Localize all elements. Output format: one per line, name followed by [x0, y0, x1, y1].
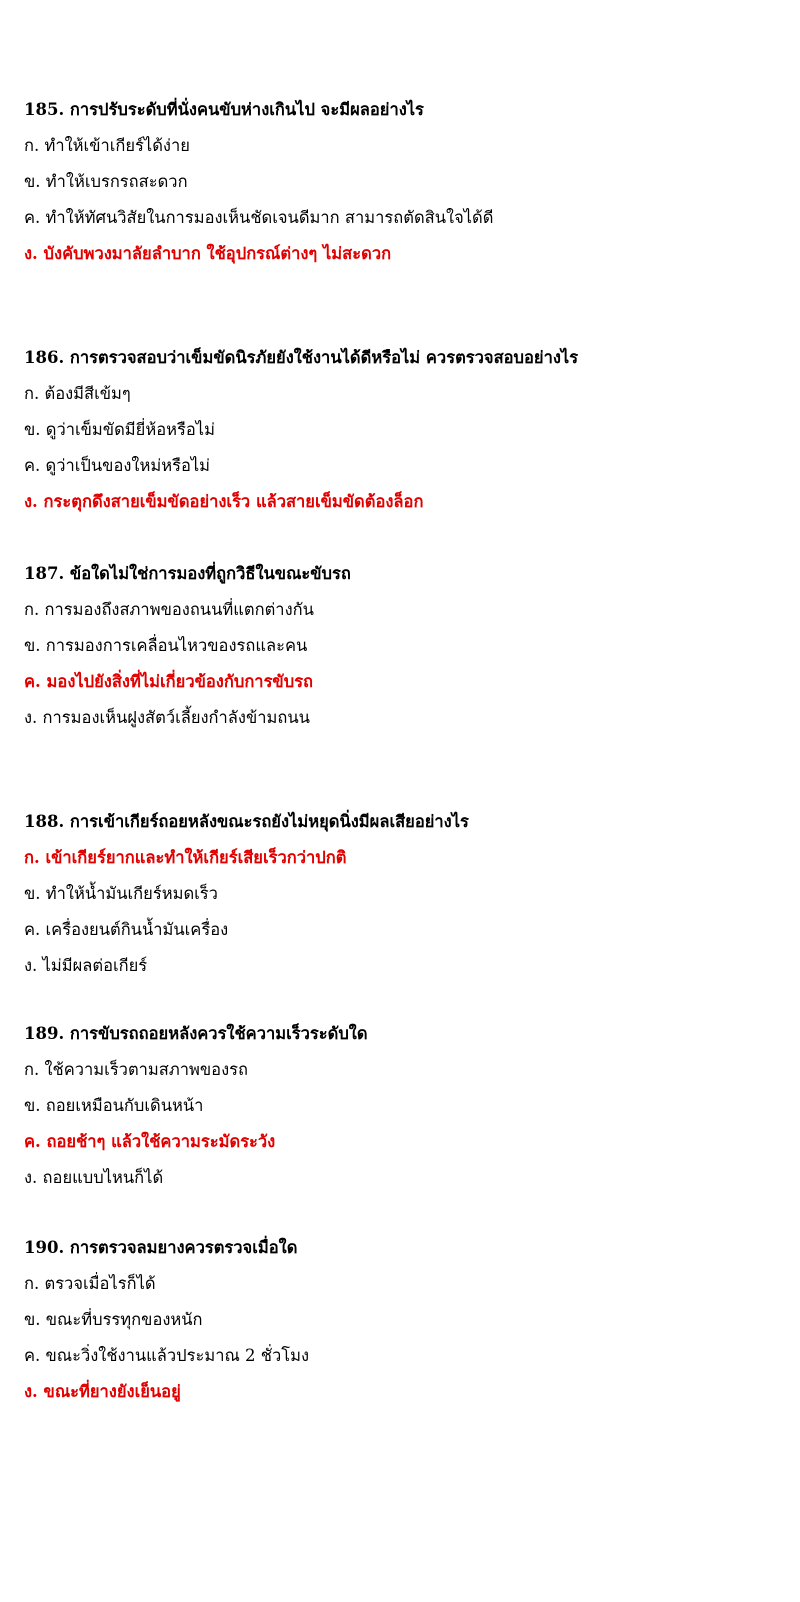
choice-a: ก. ต้องมีสีเข้มๆ — [24, 384, 131, 403]
question-190 — [24, 1230, 776, 1410]
choice-a: ก. ใช้ความเร็วตามสภาพของรถ — [24, 1060, 248, 1079]
question-text: 186. การตรวจสอบว่าเข็มขัดนิรภัยยังใช้งานได้ดีหรือไม่ ควรตรวจสอบอย่างไร — [24, 348, 579, 367]
question-text: 187. ข้อใดไม่ใช่การมองที่ถูกวิธีในขณะขับรถ — [24, 564, 351, 583]
choice-c-correct-answer: ค. มองไปยังสิ่งที่ไม่เกี่ยวข้องกับการขับรถ — [24, 672, 314, 691]
choice-d: ง. ไม่มีผลต่อเกียร์ — [24, 956, 148, 975]
question-189 — [24, 1016, 776, 1196]
choice-b: ข. การมองการเคลื่อนไหวของรถและคน — [24, 636, 308, 655]
choice-b: ข. ถอยเหมือนกับเดินหน้า — [24, 1096, 204, 1115]
choice-a: ก. ทำให้เข้าเกียร์ได้ง่าย — [24, 136, 190, 155]
choice-b: ข. ทำให้น้ำมันเกียร์หมดเร็ว — [24, 884, 218, 903]
choice-b: ข. ทำให้เบรกรถสะดวก — [24, 172, 188, 191]
question-text: 185. การปรับระดับที่นั่งคนขับห่างเกินไป จะมีผลอย่างไร — [24, 100, 424, 119]
question-text: 190. การตรวจลมยางควรตรวจเมื่อใด — [24, 1238, 298, 1257]
question-text: 188. การเข้าเกียร์ถอยหลังขณะรถยังไม่หยุดนิ่งมีผลเสียอย่างไร — [24, 812, 469, 831]
choice-a: ก. ตรวจเมื่อไรก็ได้ — [24, 1274, 156, 1293]
choice-a-correct-answer: ก. เข้าเกียร์ยากและทำให้เกียร์เสียเร็วกว่าปกติ — [24, 848, 347, 867]
question-186 — [24, 340, 776, 520]
choice-d: ง. การมองเห็นฝูงสัตว์เลี้ยงกำลังข้ามถนน — [24, 708, 310, 727]
choice-c: ค. ดูว่าเป็นของใหม่หรือไม่ — [24, 456, 211, 475]
choice-c: ค. เครื่องยนต์กินน้ำมันเครื่อง — [24, 920, 229, 939]
choice-c-correct-answer: ค. ถอยช้าๆ แล้วใช้ความระมัดระวัง — [24, 1132, 276, 1151]
question-187 — [24, 556, 776, 736]
question-text: 189. การขับรถถอยหลังควรใช้ความเร็วระดับใด — [24, 1024, 368, 1043]
question-188 — [24, 804, 776, 984]
choice-b: ข. ขณะที่บรรทุกของหนัก — [24, 1310, 203, 1329]
choice-c: ค. ทำให้ทัศนวิสัยในการมองเห็นชัดเจนดีมาก สามารถตัดสินใจได้ดี — [24, 208, 494, 227]
choice-c: ค. ขณะวิ่งใช้งานแล้วประมาณ 2 ชั่วโมง — [24, 1346, 310, 1365]
choice-d: ง. ถอยแบบไหนก็ได้ — [24, 1168, 164, 1187]
choice-d-correct-answer: ง. กระตุกดึงสายเข็มขัดอย่างเร็ว แล้วสายเข็มขัดต้องล็อก — [24, 492, 424, 511]
choice-d-correct-answer: ง. ขณะที่ยางยังเย็นอยู่ — [24, 1382, 181, 1401]
choice-b: ข. ดูว่าเข็มขัดมียี่ห้อหรือไม่ — [24, 420, 215, 439]
choice-d-correct-answer: ง. บังคับพวงมาลัยลำบาก ใช้อุปกรณ์ต่างๆ ไม่สะดวก — [24, 244, 392, 263]
question-185 — [24, 92, 776, 272]
choice-a: ก. การมองถึงสภาพของถนนที่แตกต่างกัน — [24, 600, 314, 619]
